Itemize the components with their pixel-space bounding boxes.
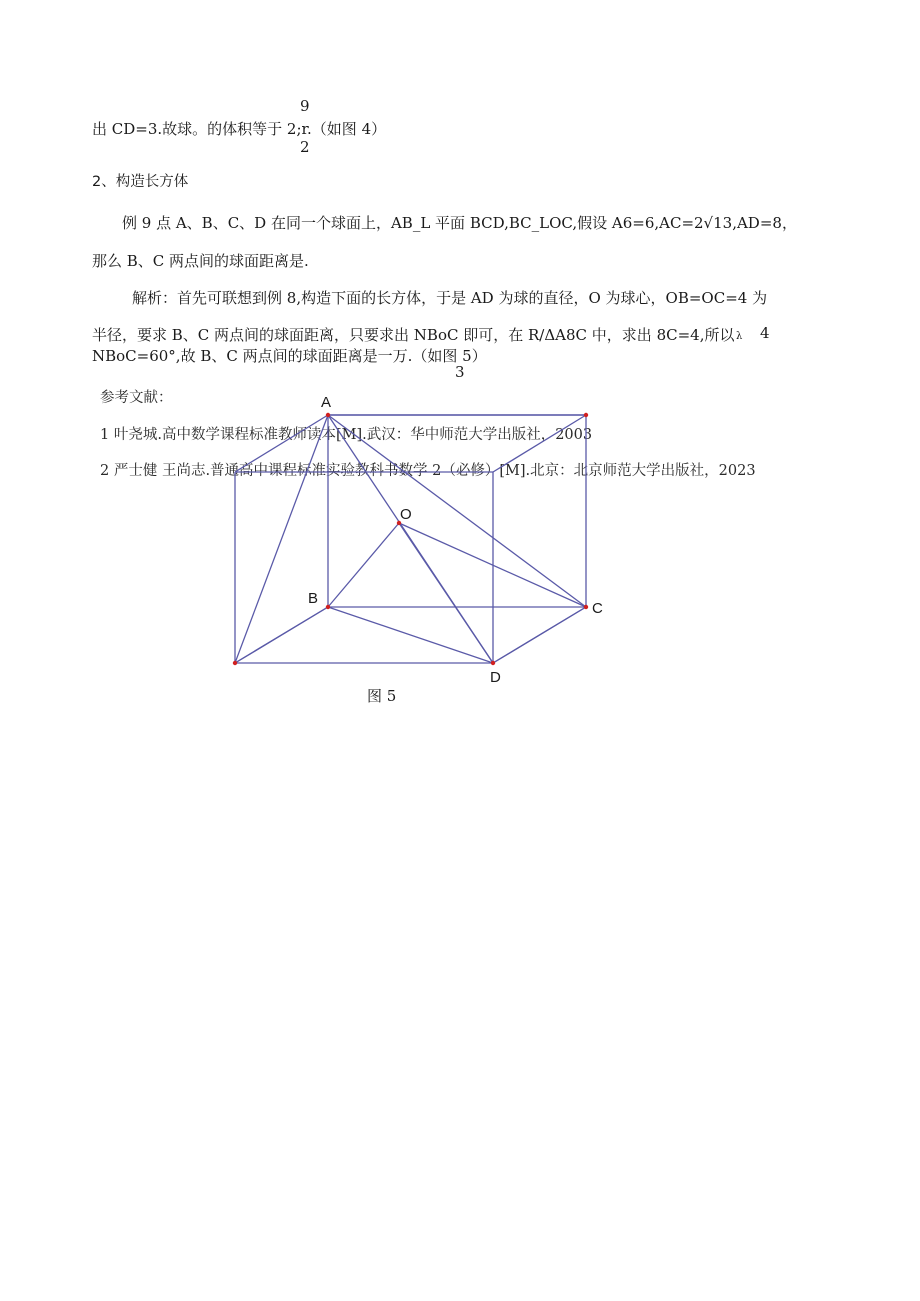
section-heading: 2、构造长方体	[92, 174, 189, 190]
line-CD	[493, 607, 586, 663]
figure-caption: 图 5	[367, 687, 397, 705]
point-B	[326, 605, 330, 609]
figure-5	[200, 385, 620, 685]
reference-item-1: 1 叶尧城.高中数学课程标准教师读本[M].武汉：华中师范大学出版社，2003	[100, 427, 593, 443]
label-A: A	[321, 394, 332, 411]
line-BO	[328, 523, 399, 607]
fraction-numerator: 9	[300, 97, 310, 115]
point-D	[491, 661, 495, 665]
solution-fraction-top: 4	[760, 324, 770, 342]
references-heading: 参考文献：	[100, 390, 173, 406]
solution-line-2: 半径，要求 B、C 两点间的球面距离，只要求出 NBoC 即可，在 R∕ΔA8C 中，求出 8C=4,所以	[92, 326, 735, 344]
solution-line-1: 解析：首先可联想到例 8,构造下面的长方体，于是 AD 为球的直径，O 为球心，OB=OC=4 为	[132, 289, 768, 307]
line-B-front	[235, 607, 328, 663]
edge-top-left	[235, 415, 328, 472]
point-back-top-right	[584, 413, 588, 417]
text-line-1: 出 CD=3.故球。的体积等于 2;r.（如图 4）	[92, 120, 387, 138]
solution-fraction-bottom: 3	[455, 363, 465, 381]
example-line-2: 那么 B、C 两点间的球面距离是.	[92, 252, 309, 270]
fraction-denominator: 2	[300, 138, 310, 156]
point-front-bottom-left	[233, 661, 237, 665]
label-C: C	[592, 600, 603, 617]
example-line-1: 例 9 点 A、B、C、D 在同一个球面上，AB_L 平面 BCD,BC_LOC,假设 A6=6,AC=2√13,AD=8，	[122, 214, 797, 232]
edge-top-right	[493, 415, 586, 472]
reference-item-2: 2 严士健 王尚志.普通高中课程标准实验教科书数学 2（必修）[M].北京：北京师范大学出版社，2023	[100, 463, 756, 479]
line-AC	[328, 415, 586, 607]
line-BD	[328, 607, 493, 663]
line-A-front-bottom-left	[235, 415, 328, 663]
solution-small-mark: λ	[736, 331, 743, 342]
label-D: D	[490, 669, 501, 685]
point-C	[584, 605, 588, 609]
cuboid-diagram	[200, 385, 620, 685]
diagram-lines	[235, 415, 586, 663]
label-O: O	[400, 506, 412, 523]
solution-line-3: NBoC=60°,故 B、C 两点间的球面距离是一万.（如图 5）	[92, 347, 487, 365]
label-B: B	[308, 590, 319, 607]
point-A	[326, 413, 330, 417]
